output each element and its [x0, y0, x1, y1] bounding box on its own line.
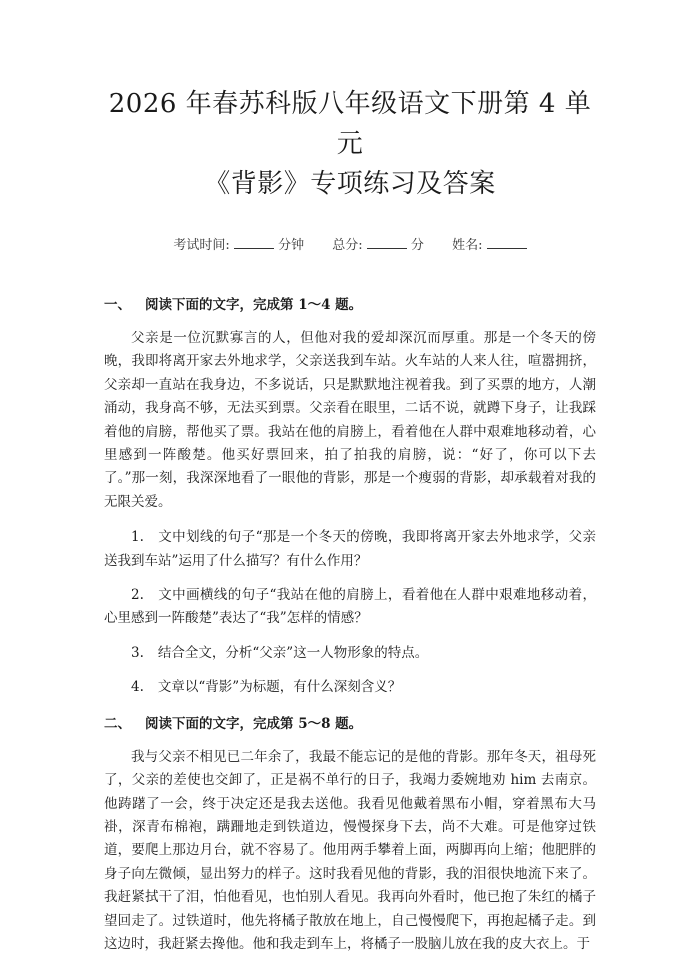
- exam-score-label: 总分:: [332, 238, 363, 253]
- section-heading-text: 阅读下面的文字，完成第 1～4 题。: [145, 297, 363, 313]
- exam-name-blank: [487, 236, 527, 249]
- question-item: [104, 676, 596, 699]
- question-text: 文章以“背影”为标题，有什么深刻含义？: [157, 679, 402, 696]
- exam-time-unit: 分钟: [278, 238, 305, 253]
- section-number: 一、: [104, 297, 131, 313]
- section-number: 二、: [104, 715, 131, 732]
- exam-time-blank: [234, 236, 274, 249]
- section-heading-1: [104, 295, 596, 315]
- question-item: [104, 584, 596, 631]
- question-item: [104, 526, 596, 573]
- exam-time: [173, 238, 308, 253]
- question-list-1: [104, 526, 596, 699]
- title-line-2: 《背影》专项练习及答案: [204, 169, 496, 199]
- exam-time-label: 考试时间:: [173, 238, 230, 253]
- exam-info-row: [104, 236, 596, 255]
- question-number: 1.: [131, 529, 144, 546]
- exam-score: [332, 238, 428, 253]
- document-title: [104, 0, 596, 204]
- title-line-1: 2026 年春苏科版八年级语文下册第 4 单元: [108, 89, 592, 159]
- section-heading-text: 阅读下面的文字，完成第 5～8 题。: [145, 715, 363, 732]
- question-number: 4.: [131, 679, 144, 696]
- question-number: 3.: [131, 644, 144, 661]
- question-text: 结合全文，分析“父亲”这一人物形象的特点。: [157, 644, 429, 661]
- exam-score-blank: [367, 236, 407, 249]
- question-text: 文中画横线的句子“我站在他的肩膀上，看着他在人群中艰难地移动着，心里感到一阵酸楚”表达了“我”怎样的情感？: [104, 587, 596, 627]
- section-heading-2: [104, 714, 596, 734]
- question-number: 2.: [131, 587, 144, 604]
- reading-passage-2: 我与父亲不相见已二年余了，我最不能忘记的是他的背影。那年冬天，祖母死了，父亲的差使也交卸了，正是祸不单行的日子，我竭力委婉地劝 him 去南京。他踌躇了一会，终于决定还是我去送他。我看见他戴着黑布小帽，穿着黑布大马褂，深青布棉袍，蹒跚地走到铁道边，慢慢探身下去，尚不大难。可是他穿过铁道，要爬上那边月台，就不容易了。他用两手攀着上面，两脚再向上缩；他肥胖的身子向左微倾，显出努力的样子。这时我看见他的背影，我的泪很快地流下来了。我赶紧拭干了泪，怕他看见，也怕别人看见。我再向外看时，他已抱了朱红的橘子望回走了。过铁道时，他先将橘子散放在地上，自己慢慢爬下，再抱起橘子走。到这边时，我赶紧去搀他。他和我走到车上，将橘子一股脑儿放在我的皮大衣上。于: [104, 748, 596, 952]
- exam-name-label: 姓名:: [452, 238, 483, 253]
- question-item: [104, 642, 596, 665]
- question-text: 文中划线的句子“那是一个冬天的傍晚，我即将离开家去外地求学，父亲送我到车站”运用了什么描写？有什么作用？: [104, 529, 596, 569]
- exam-name: [452, 238, 527, 253]
- exam-score-unit: 分: [410, 238, 424, 253]
- reading-passage-1: 父亲是一位沉默寡言的人，但他对我的爱却深沉而厚重。那是一个冬天的傍晚，我即将离开家去外地求学，父亲送我到车站。火车站的人来人往，喧嚣拥挤，父亲却一直站在我身边，不多说话，只是默默地注视着我。到了买票的地方，人潮涌动，我身高不够，无法买到票。父亲看在眼里，二话不说，就蹲下身子，让我踩着他的肩膀，帮他买了票。我站在他的肩膀上，看着他在人群中艰难地移动着，心里感到一阵酸楚。他买好票回来，拍了拍我的肩膀，说：“好了，你可以下去了。”那一刻，我深深地看了一眼他的背影，那是一个瘦弱的背影，却承载着对我的无限关爱。: [104, 330, 596, 510]
